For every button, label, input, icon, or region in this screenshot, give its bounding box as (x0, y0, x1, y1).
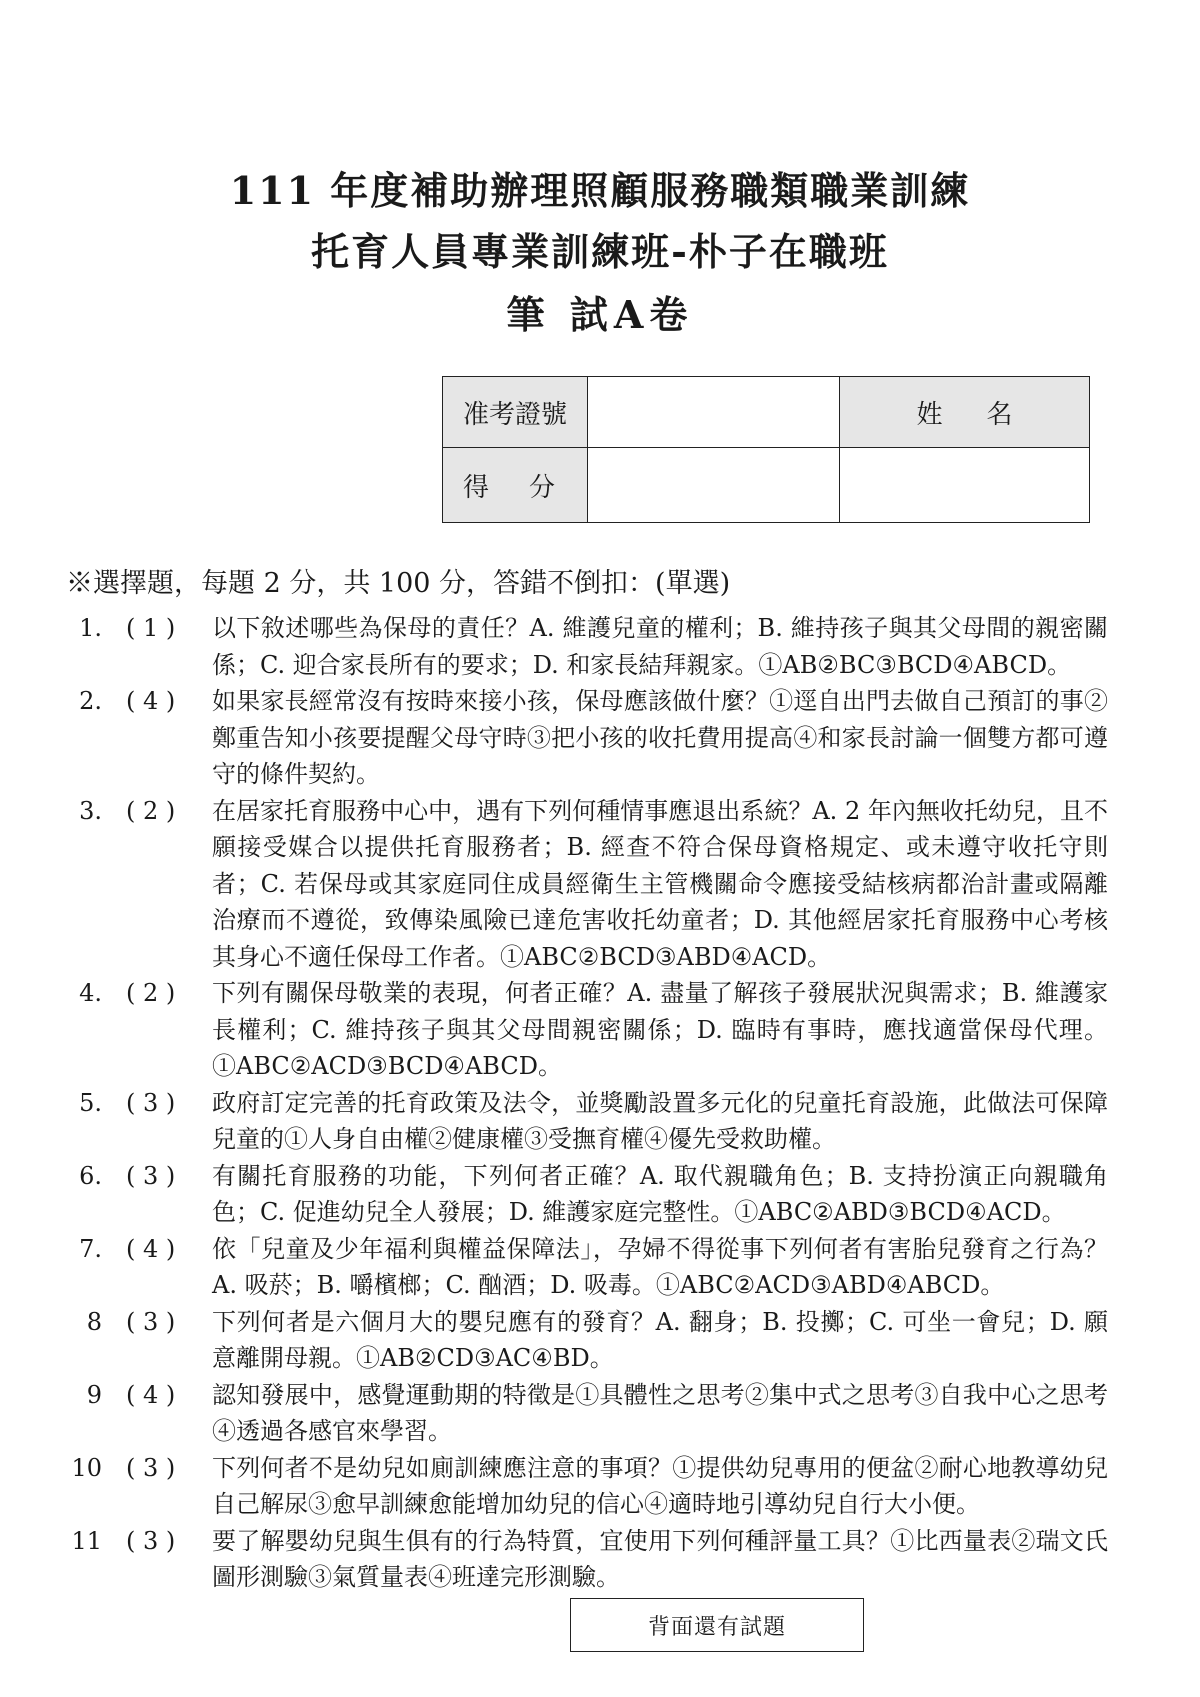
question-text: 以下敘述哪些為保母的責任？A. 維護兒童的權利；B. 維持孩子與其父母間的親密關係；C. 迎合家長所有的要求；D. 和家長結拜親家。①AB②BC③BCD④ABCD。 (212, 614, 1108, 679)
question-item (0, 610, 1200, 683)
answer-key: ( 3 ) (126, 1307, 176, 1336)
exam-id-field[interactable] (588, 377, 840, 448)
answer-key: ( 4 ) (126, 1234, 176, 1263)
answer-key: ( 1 ) (126, 614, 176, 642)
question-item (0, 683, 1200, 793)
exam-title-line-3: 筆 試A卷 (506, 292, 694, 337)
name-field[interactable] (840, 448, 1090, 523)
question-text: 有關托育服務的功能，下列何者正確？A. 取代親職角色；B. 支持扮演正向親職角色；C. 促進幼兒全人發展；D. 維護家庭完整性。①ABC②ABD③BCD④ACD。 (212, 1161, 1108, 1226)
question-item (0, 1085, 1200, 1158)
question-number: 6. (79, 1161, 102, 1190)
question-text: 在居家托育服務中心中，遇有下列何種情事應退出系統？A. 2 年內無收托幼兒，且不願接受媒合以提供托育服務者；B. 經查不符合保母資格規定、或未遵守收托守則者；C. 若保母或其家庭同住成員經衛生主管機關命令應接受結核病都治計畫或隔離治療而不遵從，致傳染風險已達危害收托幼童者；D. 其他經居家托育服務中心考核其身心不適任保母工作者。①ABC②BCD③ABD④ACD。 (212, 796, 1108, 971)
question-item (0, 1158, 1200, 1231)
answer-key: ( 3 ) (126, 1088, 176, 1117)
question-item (0, 793, 1200, 976)
name-label-char-2: 名 (986, 399, 1013, 430)
question-number: 2. (79, 687, 102, 715)
exam-title-line-2: 托育人員專業訓練班-朴子在職班 (311, 229, 889, 274)
question-item (0, 1450, 1200, 1523)
question-text: 依「兒童及少年福利與權益保障法」，孕婦不得從事下列何者有害胎兒發育之行為？A. 吸菸；B. 嚼檳榔；C. 酗酒；D. 吸毒。①ABC②ACD③ABD④ABCD。 (212, 1234, 1108, 1299)
question-item (0, 1231, 1200, 1304)
question-number: 11 (71, 1526, 102, 1555)
question-number: 1. (79, 614, 102, 642)
question-text: 要了解嬰幼兒與生俱有的行為特質，宜使用下列何種評量工具？①比西量表②瑞文氏圖形測驗③氣質量表④班達完形測驗。 (212, 1526, 1108, 1591)
name-label-char-1: 姓 (916, 399, 943, 430)
score-label-char-2: 分 (528, 472, 555, 503)
answer-key: ( 3 ) (126, 1161, 176, 1190)
question-number: 4. (79, 979, 102, 1007)
question-list (0, 610, 1200, 1596)
answer-key: ( 4 ) (126, 1380, 176, 1409)
question-number: 8 (86, 1307, 102, 1336)
section-header: ※選擇題，每題 2 分，共 100 分，答錯不倒扣：(單選) (66, 568, 731, 599)
question-text: 如果家長經常沒有按時來接小孩，保母應該做什麼？①逕自出門去做自己預訂的事②鄭重告知小孩要提醒父母守時③把小孩的收托費用提高④和家長討論一個雙方都可遵守的條件契約。 (212, 687, 1108, 788)
question-item (0, 975, 1200, 1085)
candidate-info-table (442, 376, 1090, 523)
answer-key: ( 4 ) (126, 687, 176, 715)
answer-key: ( 3 ) (126, 1526, 176, 1555)
name-label (840, 377, 1090, 448)
question-number: 5. (79, 1088, 102, 1117)
score-field[interactable] (588, 448, 840, 523)
answer-key: ( 2 ) (126, 979, 176, 1007)
question-number: 7. (79, 1234, 102, 1263)
score-label (443, 448, 588, 523)
question-number: 10 (71, 1453, 102, 1482)
question-text: 政府訂定完善的托育政策及法令，並獎勵設置多元化的兒童托育設施，此做法可保障兒童的①人身自由權②健康權③受撫育權④優先受救助權。 (212, 1088, 1108, 1153)
question-item (0, 1523, 1200, 1596)
question-item (0, 1304, 1200, 1377)
continue-on-back-note: 背面還有試題 (570, 1598, 864, 1652)
question-number: 3. (79, 796, 102, 825)
question-number: 9 (86, 1380, 102, 1409)
exam-title-line-1: 111 年度補助辦理照顧服務職類職業訓練 (229, 168, 971, 213)
question-text: 下列何者不是幼兒如廁訓練應注意的事項？①提供幼兒專用的便盆②耐心地教導幼兒自己解尿③愈早訓練愈能增加幼兒的信心④適時地引導幼兒自行大小便。 (212, 1453, 1108, 1518)
score-label-char-1: 得 (463, 472, 490, 503)
answer-key: ( 3 ) (126, 1453, 176, 1482)
question-item (0, 1377, 1200, 1450)
question-text: 下列有關保母敬業的表現，何者正確？A. 盡量了解孩子發展狀況與需求；B. 維護家長權利；C. 維持孩子與其父母間親密關係；D. 臨時有事時，應找適當保母代理。①ABC②ACD③BCD④ABCD。 (212, 979, 1108, 1080)
question-text: 下列何者是六個月大的嬰兒應有的發育？A. 翻身；B. 投擲；C. 可坐一會兒；D. 願意離開母親。①AB②CD③AC④BD。 (212, 1307, 1108, 1372)
answer-key: ( 2 ) (126, 796, 176, 825)
question-text: 認知發展中，感覺運動期的特徵是①具體性之思考②集中式之思考③自我中心之思考④透過各感官來學習。 (212, 1380, 1108, 1445)
exam-id-label: 准考證號 (443, 377, 588, 448)
